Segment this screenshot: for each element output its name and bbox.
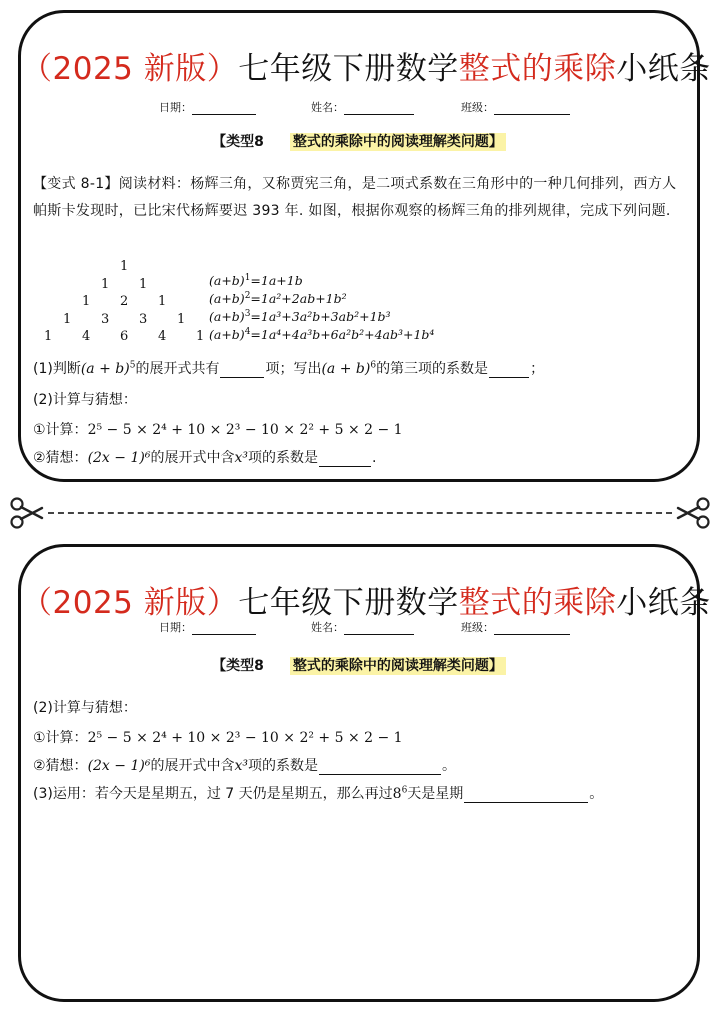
answer-blank-3[interactable] xyxy=(319,452,371,467)
title-main: 七年级下册数学 xyxy=(238,51,459,87)
triangle-number: 1 xyxy=(82,294,91,309)
formula-2: $(a+b)^2=1a^2+2ab+1b^2$ xyxy=(209,290,347,306)
triangle-number: 1 xyxy=(139,276,148,292)
triangle-number: 1 xyxy=(158,294,167,309)
triangle-number: 1 xyxy=(44,329,53,344)
formula-3: $(a+b)^3=1a^3+3a^2b+3ab^2+1b^3$ xyxy=(209,308,391,324)
cut-line xyxy=(48,512,672,514)
question-1: (1)判断$(a + b)^5$的展开式共有 项；写出$(a + b)^6$的第三项的系数是 ； xyxy=(33,360,545,377)
triangle-number: 1 xyxy=(63,311,72,327)
name-blank[interactable] xyxy=(344,103,414,115)
worksheet-card-2 xyxy=(18,544,711,1002)
section-heading: 【类型8 整式的乘除中的阅读理解类问题】 xyxy=(21,131,697,151)
name-field: 姓名： xyxy=(311,99,414,115)
title-suffix: 小纸条 xyxy=(616,51,711,87)
intro-paragraph: 【变式 8-1】阅读材料：杨辉三角，又称贾宪三角，是二项式系数在三角形中的一种几何排列，西方人帕斯卡发现时，已比宋代杨辉要迟 393 年. 如图，根据你观察的杨辉三角的排列规律，完成下列问题. xyxy=(33,176,677,219)
formula-1: $(a+b)^1=1a+1b$ xyxy=(209,272,303,288)
class-blank[interactable] xyxy=(494,103,570,115)
answer-blank-1[interactable] xyxy=(220,363,264,378)
triangle-number: 4 xyxy=(158,329,167,344)
answer-blank-5[interactable] xyxy=(464,788,588,803)
triangle-number: 1 xyxy=(196,329,205,344)
question-3: (3)运用：若今天是星期五，过 7 天仍是星期五，那么再过$8^6$天是星期 。 xyxy=(33,785,604,802)
worksheet-card-1 xyxy=(18,10,711,482)
triangle-number: 4 xyxy=(82,329,91,344)
question-2a: ①计算：2⁵ − 5 × 2⁴ + 10 × 2³ − 10 × 2² + 5 × 2 − 1 xyxy=(33,422,403,438)
question-2b: ②猜想：(2x − 1)⁶的展开式中含x³项的系数是 . xyxy=(33,450,377,466)
triangle-number: 1 xyxy=(101,276,110,292)
name-blank[interactable] xyxy=(344,623,414,635)
scissors-icon xyxy=(8,496,44,530)
triangle-number: 6 xyxy=(120,329,129,344)
scissors-icon xyxy=(676,496,712,530)
triangle-number: 3 xyxy=(101,311,110,327)
triangle-number: 1 xyxy=(120,259,129,274)
triangle-number: 2 xyxy=(120,294,129,309)
name-field: 姓名： xyxy=(311,619,414,635)
answer-blank-2[interactable] xyxy=(489,363,529,378)
date-blank[interactable] xyxy=(192,623,256,635)
question-2-heading: (2)计算与猜想： xyxy=(33,392,137,408)
class-field: 班级： xyxy=(461,99,570,115)
section-heading: 【类型8 整式的乘除中的阅读理解类问题】 xyxy=(21,655,697,675)
answer-blank-4[interactable] xyxy=(319,760,441,775)
question-2b: ②猜想：(2x − 1)⁶的展开式中含x³项的系数是 。 xyxy=(33,758,456,774)
date-field: 日期： xyxy=(159,619,256,635)
date-field: 日期： xyxy=(159,99,256,115)
formula-4: $(a+b)^4=1a^4+4a^3b+6a^2b^2+4ab^3+1b^4$ xyxy=(209,326,435,342)
date-blank[interactable] xyxy=(192,103,256,115)
title-highlight: 整式的乘除 xyxy=(458,51,617,87)
question-2-heading: (2)计算与猜想： xyxy=(33,700,137,716)
class-blank[interactable] xyxy=(494,623,570,635)
triangle-number: 1 xyxy=(177,311,186,327)
title-prefix: （2025 新版） xyxy=(21,51,239,87)
class-field: 班级： xyxy=(461,619,570,635)
card-title: （2025 新版）七年级下册数学整式的乘除小纸条 xyxy=(21,585,711,621)
triangle-number: 3 xyxy=(139,311,148,327)
question-2a: ①计算：2⁵ − 5 × 2⁴ + 10 × 2³ − 10 × 2² + 5 × 2 − 1 xyxy=(33,730,403,746)
card-title xyxy=(21,43,711,88)
yanghui-triangle xyxy=(21,259,221,349)
